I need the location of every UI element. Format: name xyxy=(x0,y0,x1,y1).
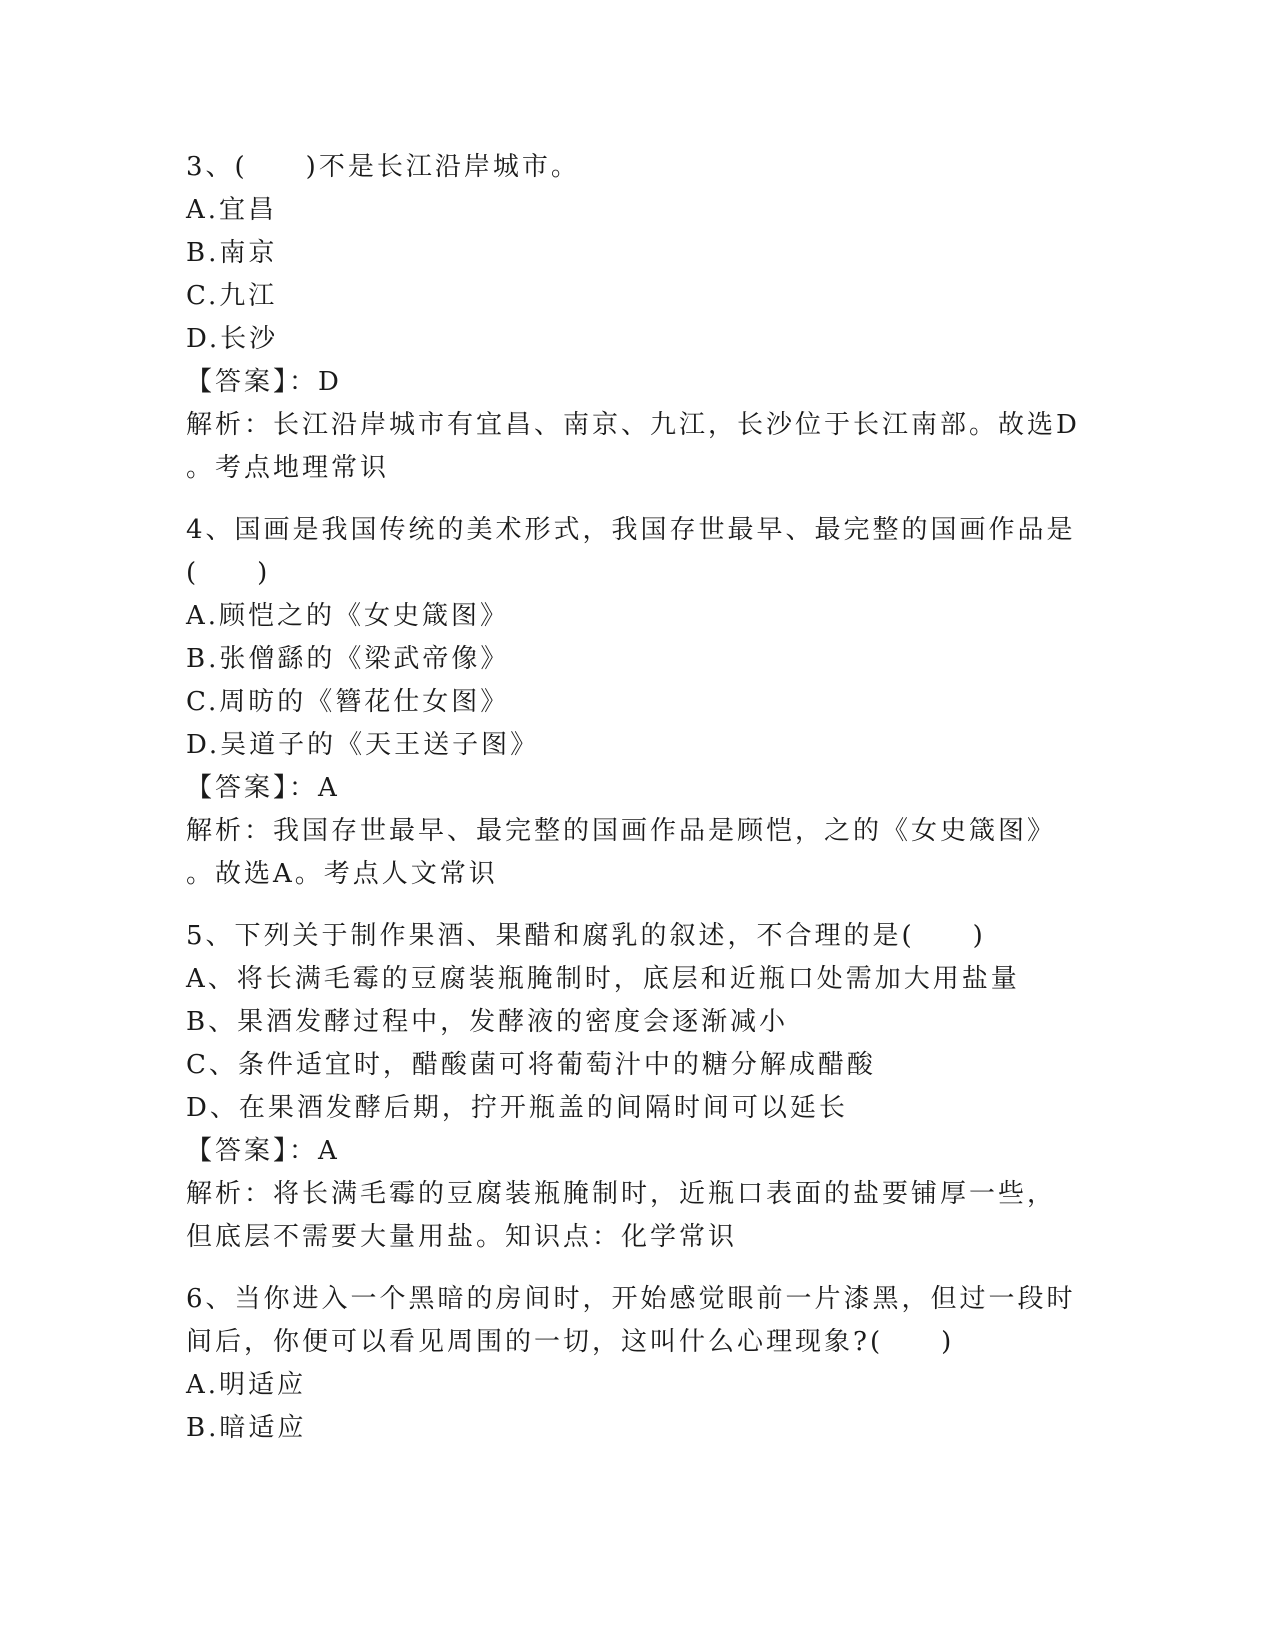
question-stem: 5、下列关于制作果酒、果醋和腐乳的叙述，不合理的是( ) xyxy=(186,921,986,951)
explanation-line: 但底层不需要大量用盐。知识点：化学常识 xyxy=(186,1222,738,1252)
question-stem: 3、( )不是长江沿岸城市。 xyxy=(186,152,580,182)
option-d: D.长沙 xyxy=(186,324,279,354)
question-stem: 间后，你便可以看见周围的一切，这叫什么心理现象?( ) xyxy=(186,1327,955,1357)
option-b: B、果酒发酵过程中，发酵液的密度会逐渐减小 xyxy=(186,1007,789,1037)
option-d: D.吴道子的《天王送子图》 xyxy=(186,730,540,760)
question-stem: 4、国画是我国传统的美术形式，我国存世最早、最完整的国画作品是 xyxy=(186,515,1076,545)
explanation-line: 解析：我国存世最早、最完整的国画作品是顾恺，之的《女史箴图》 xyxy=(186,816,1057,846)
option-b: B.南京 xyxy=(186,238,278,268)
option-c: C.九江 xyxy=(186,281,278,311)
question-stem: 6、当你进入一个黑暗的房间时，开始感觉眼前一片漆黑，但过一段时 xyxy=(186,1284,1076,1314)
answer: 【答案】：A xyxy=(186,1136,340,1166)
option-a: A.顾恺之的《女史箴图》 xyxy=(186,601,510,631)
question-6 xyxy=(186,1278,1086,1450)
option-d: D、在果酒发酵后期，拧开瓶盖的间隔时间可以延长 xyxy=(186,1093,848,1123)
question-spacer xyxy=(186,1259,1086,1278)
option-a: A.宜昌 xyxy=(186,195,278,225)
answer: 【答案】：A xyxy=(186,773,340,803)
question-3 xyxy=(186,146,1086,490)
question-list xyxy=(186,146,1086,1450)
answer: 【答案】：D xyxy=(186,367,342,397)
question-spacer xyxy=(186,490,1086,509)
option-b: B.张僧繇的《梁武帝像》 xyxy=(186,644,510,674)
option-c: C.周昉的《簪花仕女图》 xyxy=(186,687,510,717)
explanation-line: 解析：将长满毛霉的豆腐装瓶腌制时，近瓶口表面的盐要铺厚一些， xyxy=(186,1179,1057,1209)
option-c: C、条件适宜时，醋酸菌可将葡萄汁中的糖分解成醋酸 xyxy=(186,1050,876,1080)
question-stem: ( ) xyxy=(186,558,271,588)
question-spacer xyxy=(186,896,1086,915)
explanation-line: 。故选A。考点人文常识 xyxy=(186,859,498,889)
explanation-line: 。考点地理常识 xyxy=(186,453,390,483)
explanation-line: 解析：长江沿岸城市有宜昌、南京、九江，长沙位于长江南部。故选D xyxy=(186,410,1080,440)
option-b: B.暗适应 xyxy=(186,1413,307,1443)
question-5 xyxy=(186,915,1086,1259)
option-a: A、将长满毛霉的豆腐装瓶腌制时，底层和近瓶口处需加大用盐量 xyxy=(186,964,1020,994)
option-a: A.明适应 xyxy=(186,1370,307,1400)
question-4 xyxy=(186,509,1086,896)
